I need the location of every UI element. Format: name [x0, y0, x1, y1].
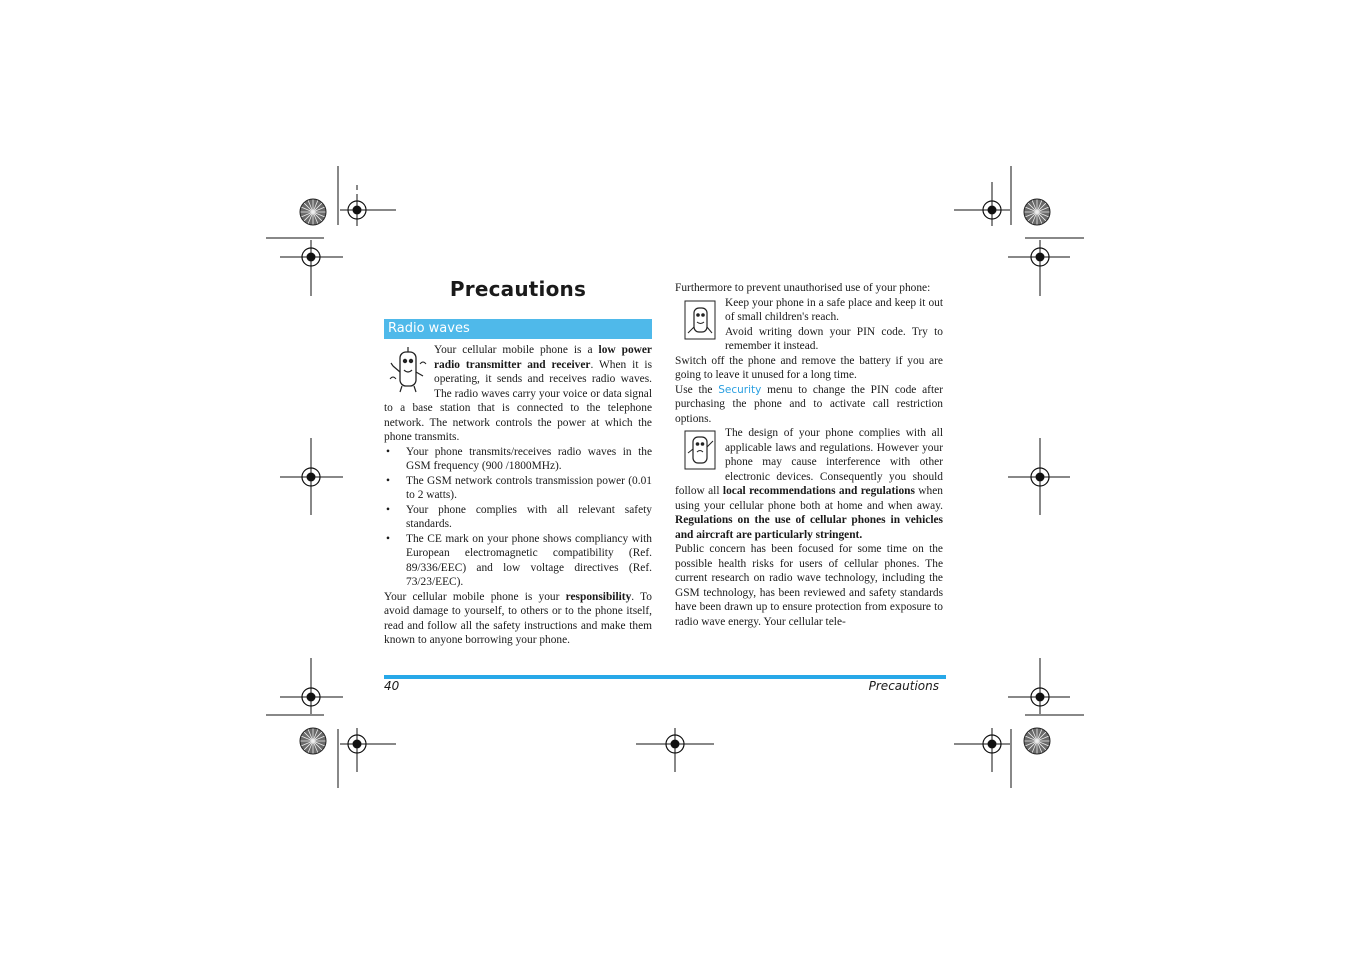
- running-title: Precautions: [868, 679, 939, 693]
- list-item: • The CE mark on your phone shows compliancy with European electromagnetic compatibility (Ref. 89/336/EEC) and low voltage directives (Ref. 73/23/EEC).: [386, 532, 652, 588]
- right-column: [675, 281, 943, 629]
- list-item: • Your phone complies with all relevant safety standards.: [386, 503, 652, 530]
- page-title: Precautions: [449, 277, 587, 301]
- list-item: • Your phone transmits/receives radio waves in the GSM frequency (900 /1800MHz).: [386, 445, 652, 472]
- security-menu-link: Security: [718, 383, 762, 396]
- regulations-paragraph: The design of your phone complies with all applicable laws and regulations. However your phone may cause interference with other electronic devices. Consequently you should follow all local recommendations and regulations when using your cellular phone both at home and when away. Regulations on the use of cellular phones in vehicles and aircraft are particularly stringent.: [675, 427, 943, 541]
- phone-cartoon-icon: [683, 429, 717, 471]
- footer-rule: [384, 675, 946, 679]
- list-item: • The GSM network controls transmission power (0.01 to 2 watts).: [386, 474, 652, 501]
- public-concern-paragraph: Public concern has been focused for some time on the possible health risks for users of cellular phones. The current research on radio wave technology, including the GSM technology, has been reviewed and safety standards have been drawn up to ensure protection from exposure to radio wave energy. Your cellular tele-: [675, 543, 943, 628]
- phone-cartoon-icon: [683, 299, 717, 341]
- switch-off-paragraph: Switch off the phone and remove the battery if you are going to leave it unused for a long time.: [675, 354, 943, 381]
- left-column: [384, 343, 652, 648]
- safety-tips-paragraph: Keep your phone in a safe place and keep it out of small children's reach. Avoid writing down your PIN code. Try to remember it instead.: [675, 296, 943, 354]
- page-number: 40: [384, 679, 400, 693]
- security-paragraph: Use the Security menu to change the PIN code after purchasing the phone and to activate call restriction options.: [675, 383, 943, 425]
- section-heading: Radio waves: [384, 319, 652, 339]
- responsibility-paragraph: Your cellular mobile phone is your responsibility. To avoid damage to yourself, to others or to the phone itself, read and follow all the safety instructions and make them known to anyone borrowing your phone.: [384, 590, 652, 646]
- phone-cartoon-icon: [388, 346, 428, 394]
- intro-paragraph: Your cellular mobile phone is a low power radio transmitter and receiver. When it is operating, it sends and receives radio waves. The radio waves carry your voice or data signal to a base station that is connected to the telephone network. The network controls the power at which the phone transmits.: [384, 344, 652, 443]
- furthermore-paragraph: Furthermore to prevent unauthorised use of your phone:: [675, 282, 931, 294]
